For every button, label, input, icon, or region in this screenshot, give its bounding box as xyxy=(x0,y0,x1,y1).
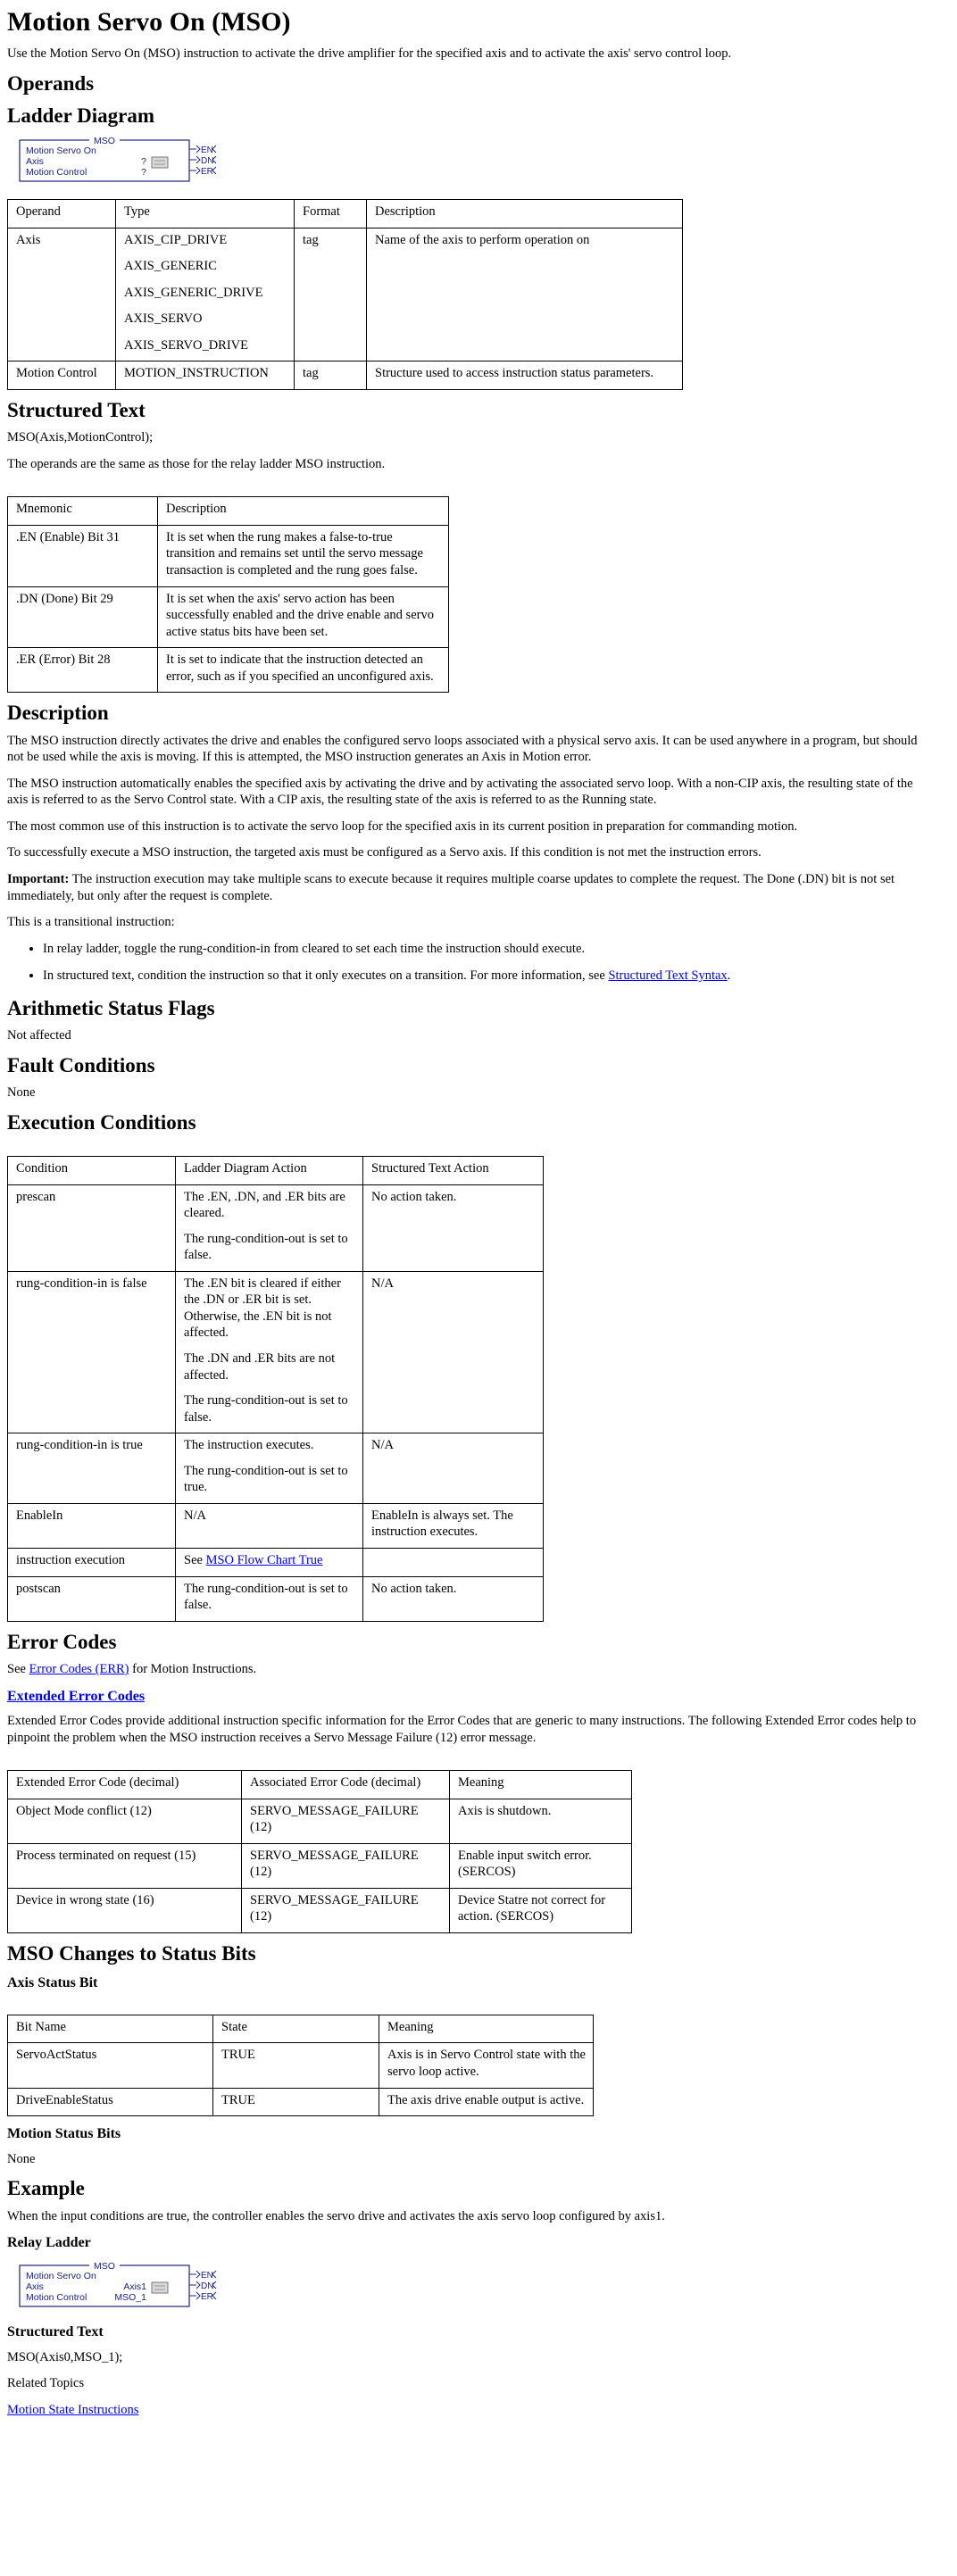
important-text: The instruction execution may take multiple scans to execute because it requires multiple coarse updates to complete the request. The Done (.DN) bit is not set immediately, but only after the request is complete. xyxy=(7,871,895,903)
output-er: ER xyxy=(201,2291,213,2302)
table-header: Meaning xyxy=(379,2015,594,2043)
format-cell: tag xyxy=(295,228,367,361)
mso-flow-chart-link[interactable]: MSO Flow Chart True xyxy=(205,1552,323,1567)
ladder-action-text: The rung-condition-out is set to false. xyxy=(184,1393,348,1425)
associated-code-cell: SERVO_MESSAGE_FAILURE (12) xyxy=(242,1888,450,1932)
state-cell: TRUE xyxy=(213,2043,379,2088)
table-header: Ladder Diagram Action xyxy=(176,1157,363,1185)
st-bullet-suffix: . xyxy=(727,968,731,984)
status-bits-heading: MSO Changes to Status Bits xyxy=(7,1941,256,1965)
error-codes-link[interactable]: Error Codes (ERR) xyxy=(29,1662,129,1677)
block-motion-value: ? xyxy=(141,167,146,179)
table-row xyxy=(8,1799,632,1843)
table-row xyxy=(8,1888,632,1932)
important-label: Important: xyxy=(7,871,70,886)
ladder-diagram-heading: Ladder Diagram xyxy=(7,104,155,127)
type-item: AXIS_GENERIC_DRIVE xyxy=(124,285,263,300)
mso-instruction-block xyxy=(12,135,227,185)
arithmetic-flags-text: Not affected xyxy=(7,1028,71,1043)
mnemonic-table xyxy=(7,496,449,693)
axis-status-heading: Axis Status Bit xyxy=(7,1975,98,1991)
table-header: Associated Error Code (decimal) xyxy=(242,1771,450,1799)
type-item: AXIS_CIP_DRIVE xyxy=(124,232,228,247)
description-paragraph: The MSO instruction automatically enables the specified axis by activating the drive and by activating the associated servo loop. With a non-CIP axis, the resulting state of the axis is referred to as the Servo Control state. With a CIP axis, the resulting state of the axis is referred to as the Running state. xyxy=(7,776,913,808)
table-header: Operand xyxy=(8,199,116,228)
description-paragraph: To successfully execute a MSO instruction, the targeted axis must be configured as a Servo axis. If this condition is not met the instruction errors. xyxy=(7,845,761,860)
table-row xyxy=(8,648,449,693)
example-st-heading: Structured Text xyxy=(7,2324,104,2340)
motion-status-heading: Motion Status Bits xyxy=(7,2126,121,2142)
meaning-cell: Axis is shutdown. xyxy=(450,1799,632,1843)
ladder-action-text: The .EN, .DN, and .ER bits are cleared. xyxy=(184,1189,345,1221)
table-header: Type xyxy=(116,199,295,228)
block-axis-label: Axis xyxy=(26,156,44,168)
extended-error-text: Extended Error Codes provide additional instruction specific information for the Error Codes that are generic to many instructions. The following Extended Error codes help to pinpoint the problem when the MSO instruction receives a Servo Message Failure (12) error message. xyxy=(7,1714,917,1745)
table-row xyxy=(8,228,683,361)
table-header: Mnemonic xyxy=(8,497,158,526)
motion-status-text: None xyxy=(7,2151,36,2166)
block-axis-value: ? xyxy=(141,156,146,168)
block-name: MSO xyxy=(94,136,115,147)
table-header-row xyxy=(8,199,683,228)
block-motion-value: MSO_1 xyxy=(114,2291,146,2303)
related-topics xyxy=(7,2402,936,2419)
error-suffix: for Motion Instructions. xyxy=(132,1662,257,1677)
output-en: EN xyxy=(201,2270,213,2281)
extended-error-table xyxy=(7,1770,632,1933)
table-row xyxy=(8,1503,544,1548)
fault-conditions-heading: Fault Conditions xyxy=(7,1053,155,1076)
table-header-row xyxy=(8,1157,544,1185)
meaning-cell: Axis is in Servo Control state with the servo loop active. xyxy=(379,2043,594,2088)
ladder-action-cell: The rung-condition-out is set to false. xyxy=(176,1576,363,1621)
table-header: Description xyxy=(158,497,449,526)
table-row xyxy=(8,1843,632,1888)
table-header: Format xyxy=(295,199,367,228)
block-axis-value: Axis1 xyxy=(123,2281,146,2292)
ladder-action-cell xyxy=(176,1184,363,1271)
st-bullet-text: In structured text, condition the instruction so that it only executes on a transition. For more information, see xyxy=(43,968,605,984)
ladder-action-text: The .DN and .ER bits are not affected. xyxy=(184,1351,336,1383)
table-header: Structured Text Action xyxy=(363,1157,544,1185)
error-codes-heading: Error Codes xyxy=(7,1630,117,1653)
table-header: Extended Error Code (decimal) xyxy=(8,1771,242,1799)
st-note: The operands are the same as those for the relay ladder MSO instruction. xyxy=(7,456,386,471)
example-ladder-diagram xyxy=(12,2260,936,2315)
ladder-action-cell xyxy=(176,1433,363,1504)
output-er: ER xyxy=(201,167,213,178)
table-row xyxy=(8,1433,544,1504)
bit-name-cell: DriveEnableStatus xyxy=(8,2088,213,2116)
table-header-row xyxy=(8,2015,594,2043)
meaning-cell: Enable input switch error. (SERCOS) xyxy=(450,1843,632,1888)
type-cell: MOTION_INSTRUCTION xyxy=(116,361,295,390)
condition-cell: rung-condition-in is true xyxy=(8,1433,176,1504)
condition-cell: postscan xyxy=(8,1576,176,1621)
example-st-code: MSO(Axis0,MSO_1); xyxy=(7,2349,123,2364)
relay-ladder-heading: Relay Ladder xyxy=(7,2235,91,2251)
axis-status-table xyxy=(7,2015,594,2116)
block-name: MSO xyxy=(94,2260,115,2272)
st-action-cell: N/A xyxy=(363,1271,544,1433)
important-note xyxy=(7,871,936,904)
error-prefix: See xyxy=(7,1662,26,1677)
extended-error-codes-link[interactable]: Extended Error Codes xyxy=(7,1688,146,1704)
fault-conditions-text: None xyxy=(7,1085,36,1101)
ladder-action-text: The rung-condition-out is set to false. xyxy=(184,1231,348,1263)
table-header-row xyxy=(8,1771,632,1799)
table-row xyxy=(8,1548,544,1576)
page-title: Motion Servo On (MSO) xyxy=(7,7,291,37)
table-row xyxy=(8,586,449,648)
list-item xyxy=(43,968,936,985)
condition-cell: prescan xyxy=(8,1184,176,1271)
st-action-cell: EnableIn is always set. The instruction executes. xyxy=(363,1503,544,1548)
table-header: Description xyxy=(367,199,683,228)
transitional-intro: This is a transitional instruction: xyxy=(7,915,175,930)
table-header: State xyxy=(213,2015,379,2043)
st-action-cell: No action taken. xyxy=(363,1184,544,1271)
associated-code-cell: SERVO_MESSAGE_FAILURE (12) xyxy=(242,1843,450,1888)
table-row xyxy=(8,2088,594,2116)
example-mso-block xyxy=(12,2260,227,2310)
example-heading: Example xyxy=(7,2177,85,2200)
description-heading: Description xyxy=(7,702,109,725)
ladder-action-text: The rung-condition-out is set to true. xyxy=(184,1463,348,1495)
extended-error-heading xyxy=(7,1688,936,1706)
st-action-cell xyxy=(363,1548,544,1576)
condition-cell: EnableIn xyxy=(8,1503,176,1548)
output-dn: DN xyxy=(201,2281,214,2291)
type-item: AXIS_SERVO xyxy=(124,312,203,327)
related-topics-label: Related Topics xyxy=(7,2376,85,2391)
table-row xyxy=(8,1271,544,1433)
ladder-action-text: The .EN bit is cleared if either the .DN or .ER bit is set. Otherwise, the .EN bit is not affected. xyxy=(184,1276,341,1341)
block-title: Motion Servo On xyxy=(26,2270,96,2281)
table-header-row xyxy=(8,497,449,526)
table-row xyxy=(8,2043,594,2088)
table-row xyxy=(8,361,683,390)
operand-table xyxy=(7,199,683,390)
st-action-cell: N/A xyxy=(363,1433,544,1504)
ladder-action-cell: N/A xyxy=(176,1503,363,1548)
table-row xyxy=(8,525,449,586)
description-paragraph: The most common use of this instruction is to activate the servo loop for the specified axis in its current position in preparation for commanding motion. xyxy=(7,819,798,834)
operand-cell: Motion Control xyxy=(8,361,116,390)
faceplate-icon[interactable] xyxy=(152,157,168,168)
table-row xyxy=(8,1576,544,1621)
mnemonic-cell: .DN (Done) Bit 29 xyxy=(8,586,158,648)
table-header: Meaning xyxy=(450,1771,632,1799)
state-cell: TRUE xyxy=(213,2088,379,2116)
block-motion-label: Motion Control xyxy=(26,167,87,179)
st-syntax: MSO(Axis,MotionControl); xyxy=(7,430,154,445)
intro-text: Use the Motion Servo On (MSO) instruction to activate the drive amplifier for the specified axis and to activate the axis' servo control loop. xyxy=(7,46,732,61)
ladder-diagram xyxy=(12,135,936,190)
faceplate-icon[interactable] xyxy=(152,2282,168,2293)
ladder-action-cell xyxy=(176,1271,363,1433)
bit-name-cell: ServoActStatus xyxy=(8,2043,213,2088)
execution-conditions-heading: Execution Conditions xyxy=(7,1110,196,1134)
operand-cell: Axis xyxy=(8,228,116,361)
meaning-cell: Device Statre not correct for action. (SERCOS) xyxy=(450,1888,632,1932)
type-item: AXIS_SERVO_DRIVE xyxy=(124,337,249,353)
table-header: Condition xyxy=(8,1157,176,1185)
extended-code-cell: Process terminated on request (15) xyxy=(8,1843,242,1888)
format-cell: tag xyxy=(295,361,367,390)
table-row xyxy=(8,1184,544,1271)
operands-heading: Operands xyxy=(7,71,95,95)
block-axis-label: Axis xyxy=(26,2281,44,2292)
description-cell: Structure used to access instruction status parameters. xyxy=(367,361,683,390)
execution-table xyxy=(7,1156,544,1621)
ladder-action-text: The instruction executes. xyxy=(184,1438,314,1453)
description-cell: It is set when the axis' servo action has been successfully enabled and the drive enable and servo active status bits have been set. xyxy=(158,586,449,648)
extended-code-cell: Object Mode conflict (12) xyxy=(8,1799,242,1843)
transitional-list xyxy=(7,941,936,985)
ladder-action-cell xyxy=(176,1548,363,1576)
arithmetic-flags-heading: Arithmetic Status Flags xyxy=(7,996,215,1019)
example-text: When the input conditions are true, the controller enables the servo drive and activates the axis servo loop configured by axis1. xyxy=(7,2208,665,2223)
structured-text-syntax-link[interactable]: Structured Text Syntax xyxy=(608,968,728,984)
output-en: EN xyxy=(201,145,213,156)
description-cell: It is set when the rung makes a false-to-true transition and remains set until the servo message transaction is completed and the rung goes false. xyxy=(158,525,449,586)
description-cell: It is set to indicate that the instruction detected an error, such as if you specified an unconfigured axis. xyxy=(158,648,449,693)
see-text: See xyxy=(184,1552,203,1567)
type-item: AXIS_GENERIC xyxy=(124,259,217,274)
structured-text-heading: Structured Text xyxy=(7,398,146,421)
table-header: Bit Name xyxy=(8,2015,213,2043)
block-motion-label: Motion Control xyxy=(26,2291,87,2303)
motion-state-instructions-link[interactable]: Motion State Instructions xyxy=(7,2402,139,2417)
list-item: • In relay ladder, toggle the rung-condition-in from cleared to set each time the instruction should execute. xyxy=(43,941,936,958)
condition-cell: rung-condition-in is false xyxy=(8,1271,176,1433)
block-title: Motion Servo On xyxy=(26,145,96,157)
description-paragraph: The MSO instruction directly activates the drive and enables the configured servo loops associated with a physical servo axis. It can be used anywhere in a program, but should not be used while the axis is moving. If this is attempted, the MSO instruction generates an Axis in Motion error. xyxy=(7,733,918,765)
extended-code-cell: Device in wrong state (16) xyxy=(8,1888,242,1932)
description-cell: Name of the axis to perform operation on xyxy=(367,228,683,361)
output-dn: DN xyxy=(201,156,214,167)
condition-cell: instruction execution xyxy=(8,1548,176,1576)
error-codes-text xyxy=(7,1661,936,1678)
type-cell xyxy=(116,228,295,361)
meaning-cell: The axis drive enable output is active. xyxy=(379,2088,594,2116)
mnemonic-cell: .EN (Enable) Bit 31 xyxy=(8,525,158,586)
mnemonic-cell: .ER (Error) Bit 28 xyxy=(8,648,158,693)
st-action-cell: No action taken. xyxy=(363,1576,544,1621)
associated-code-cell: SERVO_MESSAGE_FAILURE (12) xyxy=(242,1799,450,1843)
